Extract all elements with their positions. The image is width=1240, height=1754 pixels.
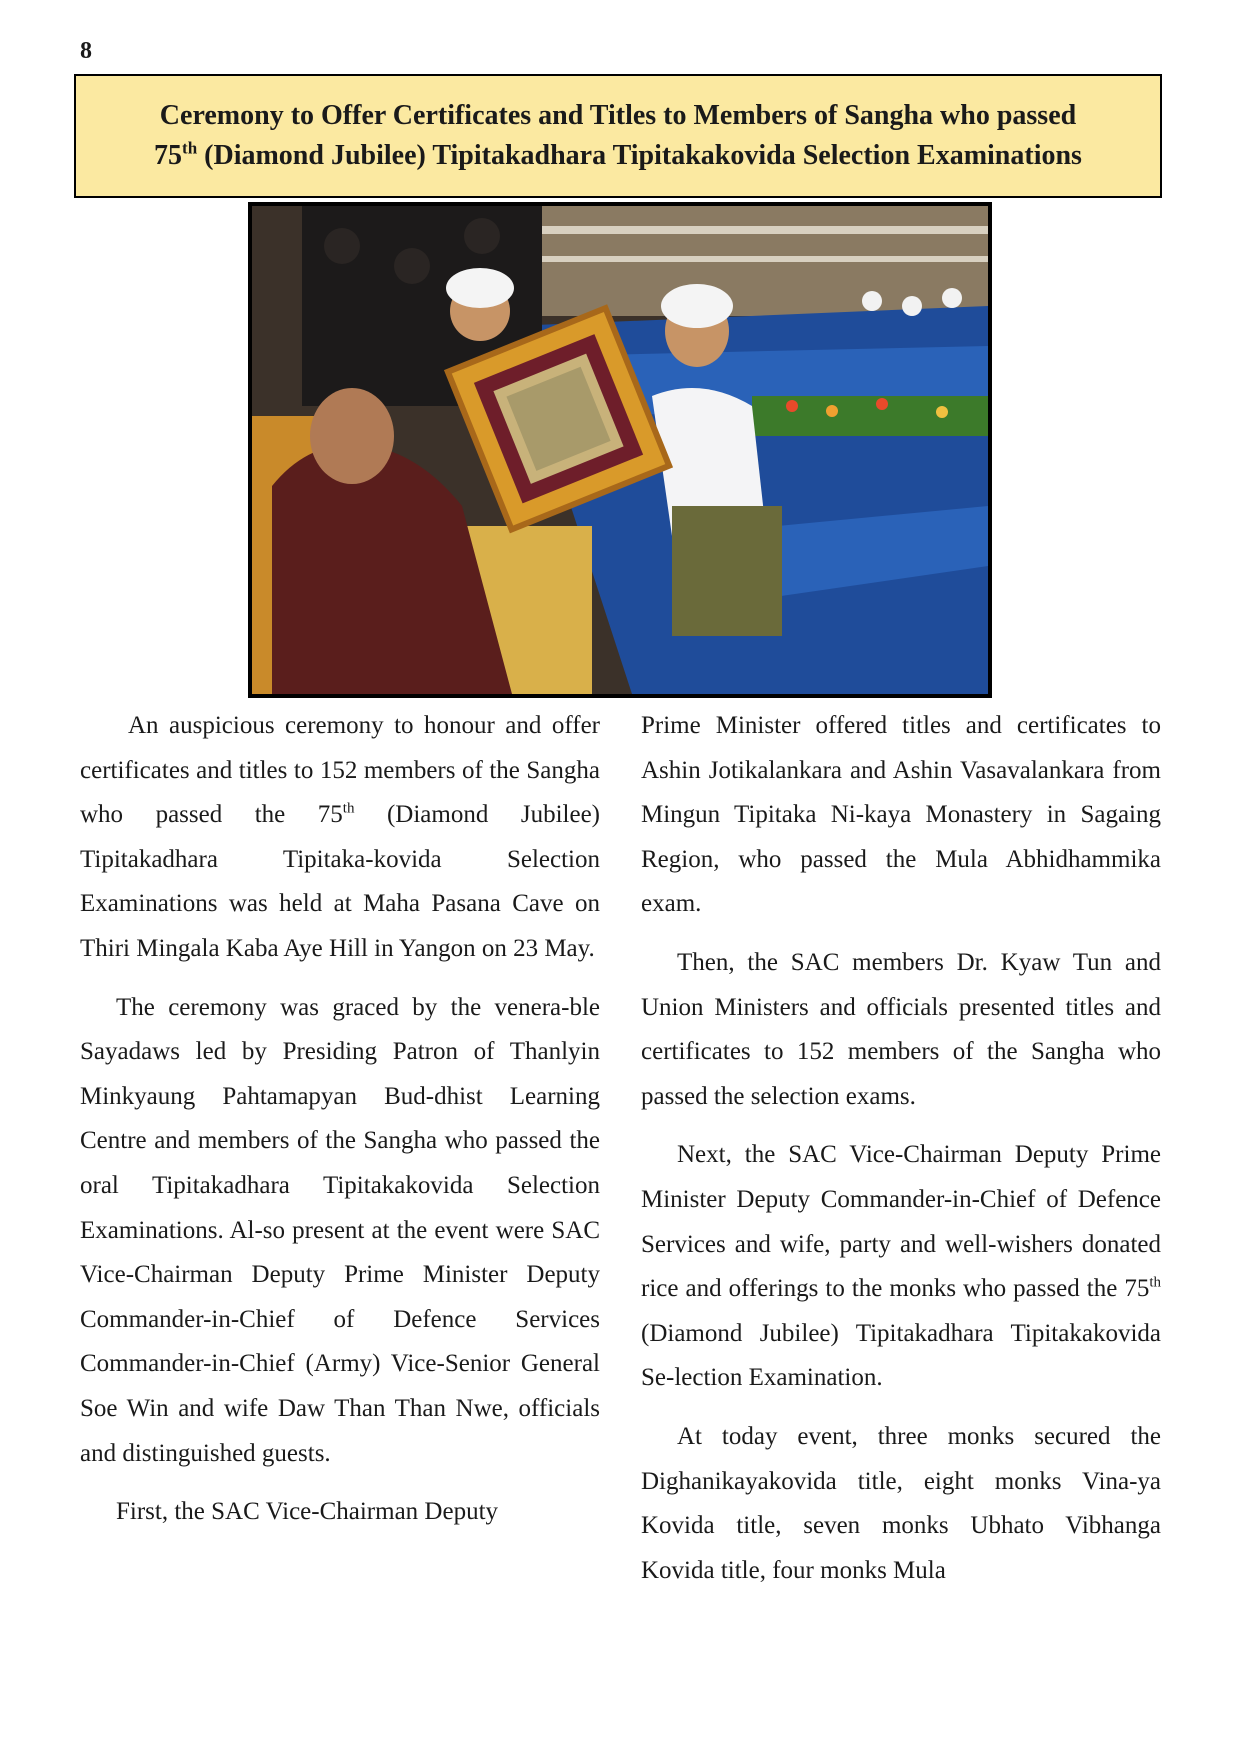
left-paragraph-2: The ceremony was graced by the venera-ble Sayadaws led by Presiding Patron of Thanlyin Minkyaung Pahtamapyan Bud-dhist Learning Centre and members of the Sangha who passed the oral Tipitakadhara Tipitakakovida Selection Examinations. Al-so present at the event were SAC Vice-Chairman Deputy Prime Minister Deputy Commander-in-Chief of Defence Services Commander-in-Chief (Army) Vice-Senior General Soe Win and wife Daw Than Than Nwe, officials and distinguished guests. xyxy=(80,993,600,1467)
right-paragraph-3: Next, the SAC Vice-Chairman Deputy Prime Minister Deputy Commander-in-Chief of Defence Services and wife, party and well-wishers donated rice and offerings to the monks who passed the 75th (Diamond Jubilee) Tipitakadhara Tipitakakovida Se-lection Examination. xyxy=(641,1141,1161,1392)
article-title-box xyxy=(74,74,1162,198)
left-paragraph-3: First, the SAC Vice-Chairman Deputy xyxy=(116,1498,499,1526)
left-paragraph-1: An auspicious ceremony to honour and offer certificates and titles to 152 members of the Sangha who passed the 75th (Diamond Jubilee) Tipitakadhara Tipitaka-kovida Selection Examinations was held at Maha Pasana Cave on Thiri Mingala Kaba Aye Hill in Yangon on 23 May. xyxy=(80,712,600,962)
left-column xyxy=(80,704,600,1549)
right-column xyxy=(641,704,1161,1607)
ceremony-photo xyxy=(248,202,992,698)
page-number: 8 xyxy=(80,38,92,64)
right-paragraph-1: Prime Minister offered titles and certificates to Ashin Jotikalankara and Ashin Vasavalankara from Mingun Tipitaka Ni-kaya Monastery in Sagaing Region, who passed the Mula Abhidhammika exam. xyxy=(641,712,1161,918)
right-paragraph-2: Then, the SAC members Dr. Kyaw Tun and Union Ministers and officials presented titles and certificates to 152 members of the Sangha who passed the selection exams. xyxy=(641,948,1161,1110)
title-line-1: Ceremony to Offer Certificates and Titles to Members of Sangha who passed xyxy=(159,100,1077,131)
ceremony-photo-illustration xyxy=(252,206,988,694)
right-paragraph-4: At today event, three monks secured the Dighanikayakovida title, eight monks Vina-ya Kovida title, seven monks Ubhato Vibhanga Kovida title, four monks Mula xyxy=(641,1422,1161,1584)
title-line-2: 75th (Diamond Jubilee) Tipitakadhara Tipitakakovida Selection Examinations xyxy=(154,138,1082,171)
